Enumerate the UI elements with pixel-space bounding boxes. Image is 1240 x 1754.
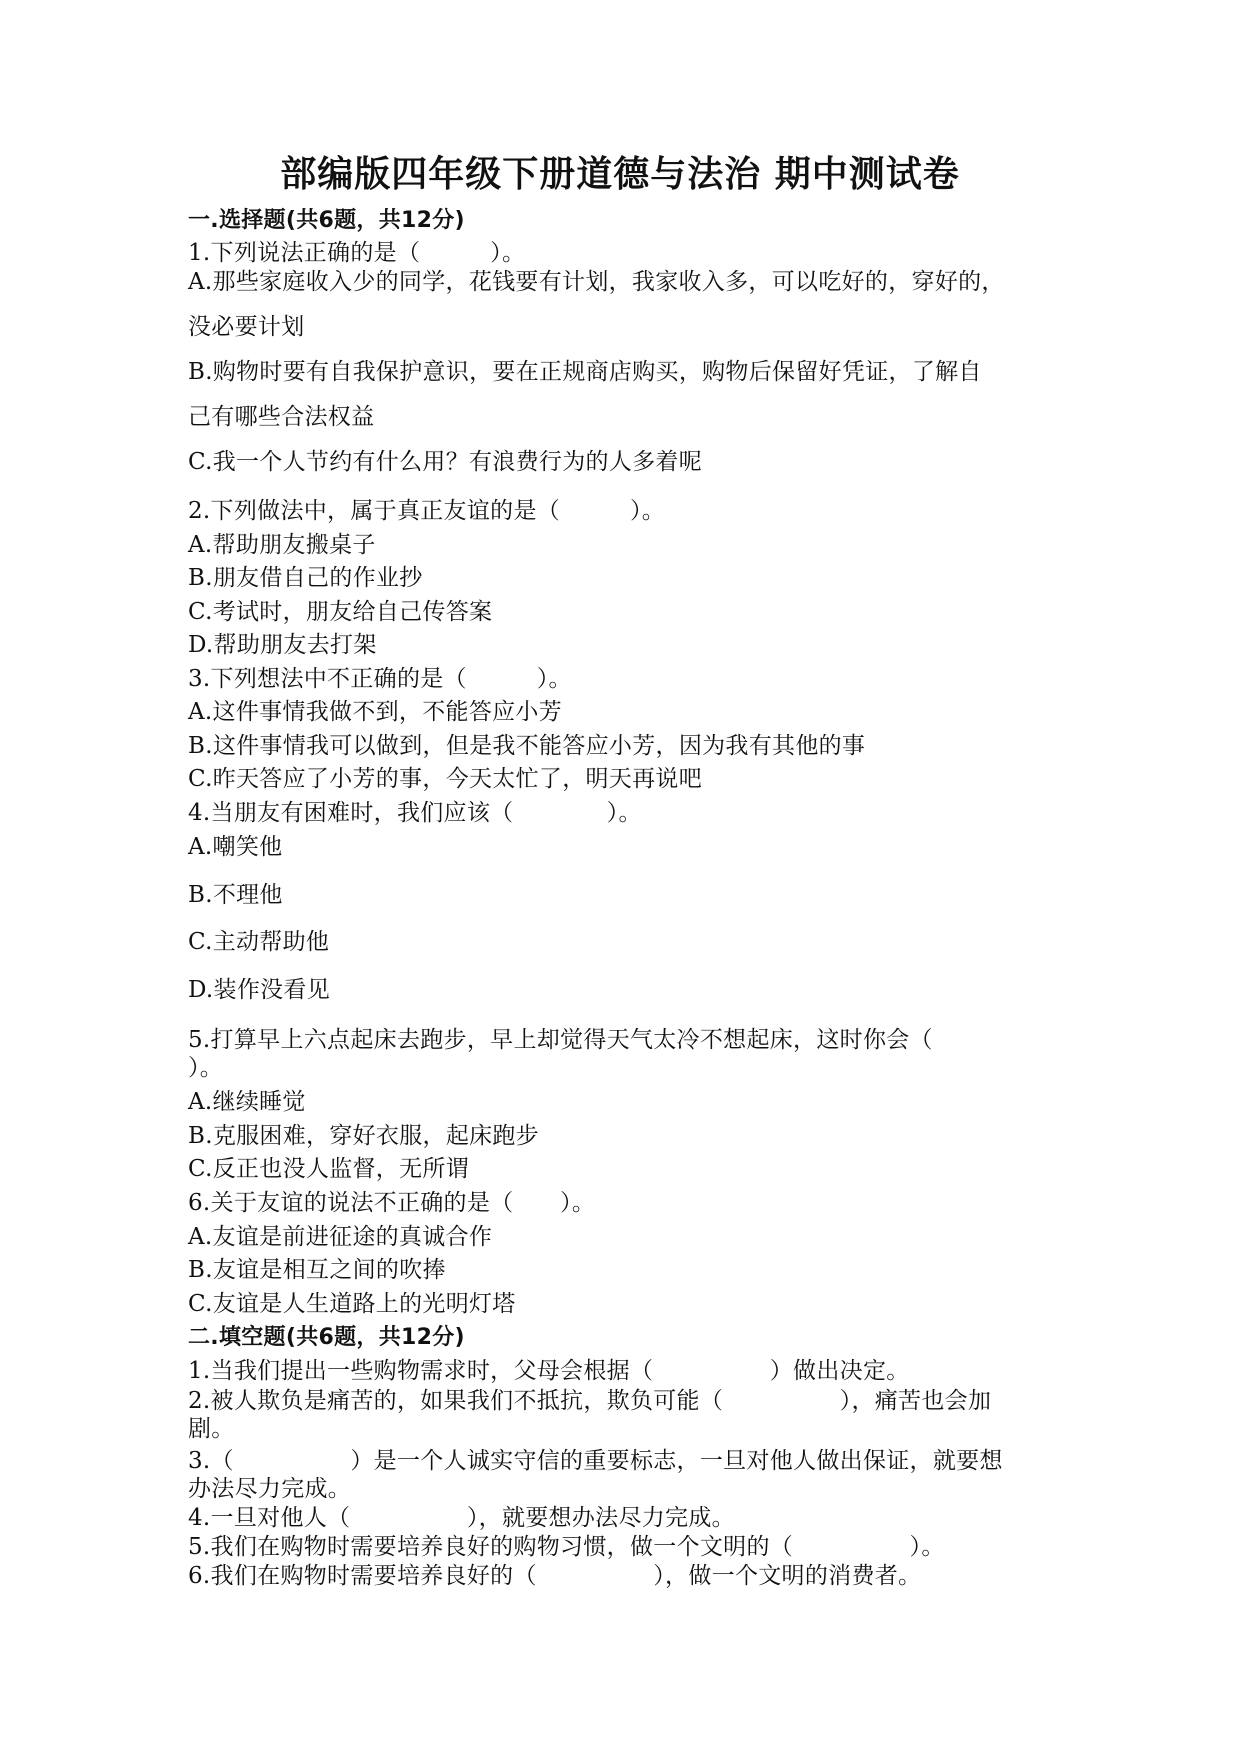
section-heading-choice: 一.选择题(共6题，共12分) [188,208,465,233]
fill-question-2: 2.被人欺负是痛苦的，如果我们不抵抗，欺负可能（ ），痛苦也会加 [188,1388,992,1414]
q1-option-a: A.那些家庭收入少的同学，花钱要有计划，我家收入多，可以吃好的，穿好的， [188,269,1005,295]
q3-option-a: A.这件事情我做不到，不能答应小芳 [188,699,563,725]
fill-question-2-cont: 剧。 [188,1416,235,1442]
q2-option-c: C.考试时，朋友给自己传答案 [188,599,493,625]
q2-option-d: D.帮助朋友去打架 [188,632,377,658]
page-title: 部编版四年级下册道德与法治 期中测试卷 [280,154,960,195]
q5-option-b: B.克服困难，穿好衣服，起床跑步 [188,1123,540,1149]
q3-option-b: B.这件事情我可以做到，但是我不能答应小芳，因为我有其他的事 [188,733,866,759]
q6-option-a: A.友谊是前进征途的真诚合作 [188,1224,493,1250]
fill-question-3: 3.（ ）是一个人诚实守信的重要标志，一旦对他人做出保证，就要想 [188,1448,1003,1474]
q1-option-b-cont: 己有哪些合法权益 [188,404,375,430]
q4-option-c: C.主动帮助他 [188,929,330,955]
fill-question-1: 1.当我们提出一些购物需求时，父母会根据（ ）做出决定。 [188,1358,910,1384]
question-2: 2.下列做法中，属于真正友谊的是（ ）。 [188,498,666,524]
section-heading-fill: 二.填空题(共6题，共12分) [188,1325,465,1350]
q6-option-c: C.友谊是人生道路上的光明灯塔 [188,1291,516,1317]
q4-option-b: B.不理他 [188,882,283,908]
fill-question-4: 4.一旦对他人（ ），就要想办法尽力完成。 [188,1505,735,1531]
fill-question-3-cont: 办法尽力完成。 [188,1476,352,1502]
question-4: 4.当朋友有困难时，我们应该（ ）。 [188,800,642,826]
q1-option-a-cont: 没必要计划 [188,314,305,340]
q2-option-a: A.帮助朋友搬桌子 [188,532,376,558]
question-5: 5.打算早上六点起床去跑步，早上却觉得天气太冷不想起床，这时你会（ [188,1027,933,1053]
q1-option-c: C.我一个人节约有什么用？有浪费行为的人多着呢 [188,449,702,475]
q5-option-c: C.反正也没人监督，无所谓 [188,1156,469,1182]
question-1: 1.下列说法正确的是（ ）。 [188,240,526,266]
q5-option-a: A.继续睡觉 [188,1089,306,1115]
question-3: 3.下列想法中不正确的是（ ）。 [188,666,572,692]
fill-question-6: 6.我们在购物时需要培养良好的（ ），做一个文明的消费者。 [188,1563,922,1589]
q4-option-a: A.嘲笑他 [188,834,283,860]
q6-option-b: B.友谊是相互之间的吹捧 [188,1257,446,1283]
q4-option-d: D.装作没看见 [188,977,331,1003]
fill-question-5: 5.我们在购物时需要培养良好的购物习惯，做一个文明的（ ）。 [188,1534,945,1560]
q2-option-b: B.朋友借自己的作业抄 [188,565,423,591]
question-5-cont: ）。 [188,1055,224,1081]
q1-option-b: B.购物时要有自我保护意识，要在正规商店购买，购物后保留好凭证，了解自 [188,359,982,385]
q3-option-c: C.昨天答应了小芳的事，今天太忙了，明天再说吧 [188,766,702,792]
question-6: 6.关于友谊的说法不正确的是（ ）。 [188,1190,596,1216]
